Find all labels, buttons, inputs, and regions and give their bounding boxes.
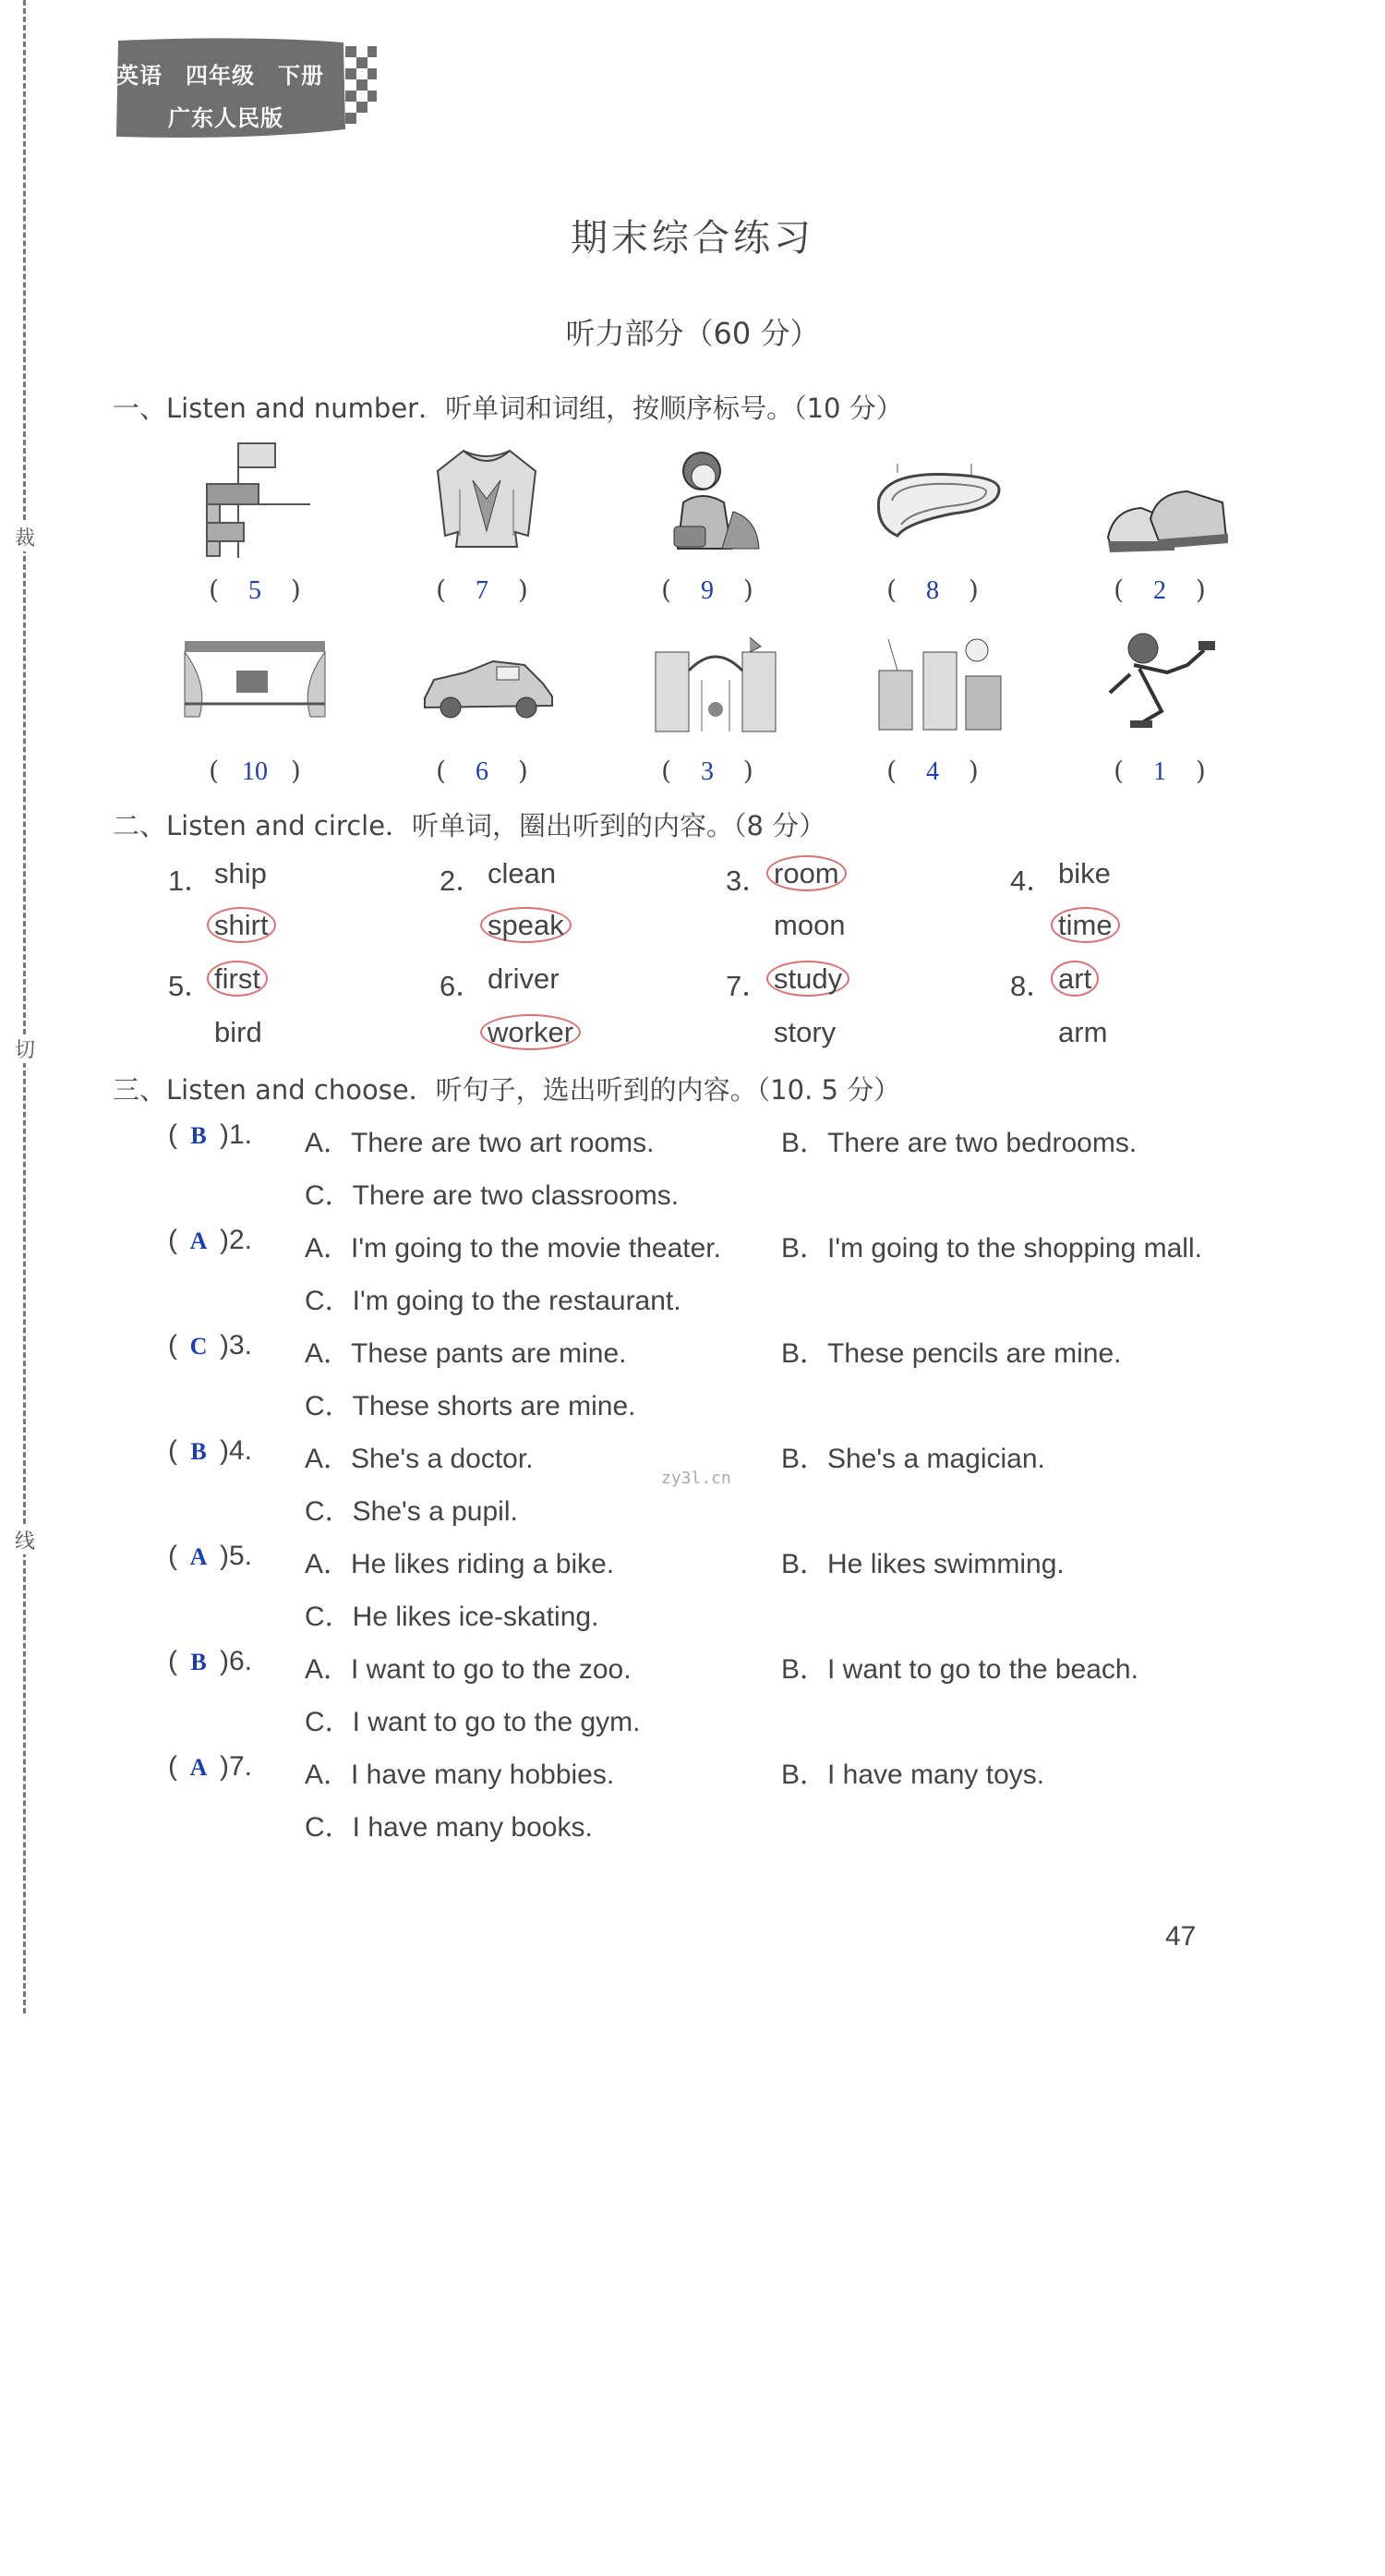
section1-heading: 一、Listen and number．听单词和词组，按顺序标号。（10 分） [113,393,903,424]
option-word: clean [488,857,557,889]
option-b: B．She's a magician. [781,1444,1045,1474]
question-row: ( A )5. [168,1541,253,1571]
answer-letter: C [189,1333,208,1360]
stage-curtain-icon [181,637,329,720]
page-title: 期末综合练习 [571,217,814,260]
option-a: A．I have many hobbies. [305,1760,615,1790]
taxi-car-icon [419,652,558,720]
header-subject: 英语 四年级 下册 [116,63,324,89]
header-publisher: 广东人民版 [168,105,283,131]
option-c: C．There are two classrooms. [305,1180,680,1211]
option-a: A．I'm going to the movie theater. [305,1233,721,1264]
question-row: ( A )7. [168,1751,253,1782]
option-word: art [1058,962,1099,996]
option-b: B．He likes swimming. [781,1549,1065,1579]
item-number: 1． [168,865,213,897]
section2-heading: 二、Listen and circle．听单词，圈出听到的内容。（8 分） [113,810,826,841]
answer-slot: ( 7 ) [436,574,528,605]
item-number: 3． [726,865,771,897]
option-c: C．I'm going to the restaurant. [305,1286,681,1316]
answer-letter: B [190,1649,207,1675]
option-a: A．I want to go to the zoo. [305,1654,632,1685]
answer-letter: B [190,1122,207,1149]
question-row: ( C )3. [168,1330,253,1361]
playground-icon [870,634,1008,735]
sweater-icon [427,443,547,554]
question-row: ( B )6. [168,1646,253,1676]
answer-slot: ( 3 ) [661,756,753,786]
option-b: B．There are two bedrooms. [781,1128,1138,1158]
option-word: worker [488,1016,581,1049]
option-c: C．I want to go to the gym. [305,1707,641,1737]
option-b: B．I want to go to the beach. [781,1654,1138,1685]
answer-letter: A [189,1543,208,1570]
option-a: A．These pants are mine. [305,1338,627,1369]
girl-phone-icon [656,447,766,554]
option-word: shirt [214,909,276,942]
option-a: A．She's a doctor. [305,1444,534,1474]
question-number: )5. [220,1541,253,1571]
header-tab [113,37,382,146]
cut-mark: 线 [13,1526,37,1554]
answer-slot: ( 2 ) [1114,574,1206,605]
answer-slot: ( 8 ) [886,574,979,605]
option-b: B．These pencils are mine. [781,1338,1122,1369]
option-c: C．These shorts are mine. [305,1391,636,1421]
option-word: room [774,857,847,890]
cut-mark: 切 [13,1034,37,1063]
watermark: zy3l.cn [661,1469,731,1488]
answer-letter: A [189,1754,208,1781]
answer-slot: ( 5 ) [209,574,301,605]
question-number: )6. [220,1646,253,1676]
option-c: C．He likes ice-skating. [305,1602,599,1632]
sneakers-icon [1104,482,1234,556]
question-row: ( B )4. [168,1435,253,1466]
option-word: moon [774,909,846,941]
answer-letter: A [189,1228,208,1254]
option-c: C．I have many books. [305,1812,593,1843]
swimming-pool-icon [870,462,1008,545]
answer-slot: ( 9 ) [661,574,753,605]
question-row: ( A )2. [168,1225,253,1255]
question-number: )3. [220,1330,253,1361]
item-number: 4． [1010,865,1055,897]
question-row: ( B )1. [168,1119,253,1150]
page-number: 47 [1165,1921,1197,1952]
cut-mark: 裁 [13,523,37,551]
option-word: story [774,1016,837,1048]
option-word: time [1058,909,1120,942]
option-word: bike [1058,857,1111,889]
section3-heading: 三、Listen and choose．听句子，选出听到的内容。（10. 5 分） [113,1074,901,1106]
answer-slot: ( 4 ) [886,756,979,786]
item-number: 5． [168,970,213,1002]
item-number: 6． [440,970,485,1002]
page-subtitle: 听力部分（60 分） [565,316,820,351]
cut-line [23,0,26,2014]
option-word: speak [488,909,572,942]
option-word: study [774,962,849,996]
option-a: A．He likes riding a bike. [305,1549,615,1579]
option-a: A．There are two art rooms. [305,1128,655,1158]
option-b: B．I'm going to the shopping mall. [781,1233,1202,1264]
answer-slot: ( 10 ) [209,756,301,786]
question-number: )2. [220,1225,253,1255]
option-word: bird [214,1016,262,1048]
answer-letter: B [190,1438,207,1465]
option-word: driver [488,962,560,995]
option-c: C．She's a pupil. [305,1496,518,1527]
question-number: )1. [220,1119,253,1150]
item-number: 2． [440,865,485,897]
option-b: B．I have many toys. [781,1760,1045,1790]
answer-slot: ( 6 ) [436,756,528,786]
question-number: )7. [220,1751,253,1782]
question-number: )4. [220,1435,253,1466]
skating-girl-icon [1102,628,1222,735]
item-number: 8． [1010,970,1055,1002]
answer-slot: ( 1 ) [1114,756,1206,786]
park-gate-icon [646,634,785,735]
option-word: arm [1058,1016,1108,1048]
option-word: ship [214,857,267,889]
classroom-desk-icon [201,440,312,560]
option-word: first [214,962,268,996]
item-number: 7． [726,970,771,1002]
